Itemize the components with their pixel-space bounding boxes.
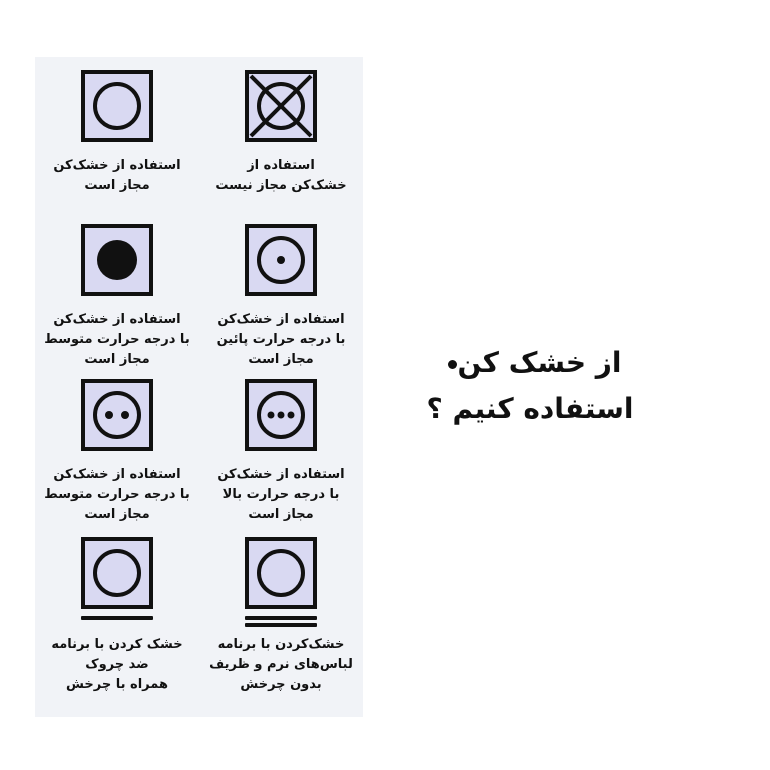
- symbol-caption: استفاده از خشک‌کن با درجه حرارت متوسط مجاز است: [44, 312, 190, 367]
- tumble-dry-medium-icon: [81, 379, 153, 451]
- tumble-dry-permanent-press-icon: [81, 537, 153, 609]
- tumble-dry-medium-filled-icon: [81, 224, 153, 296]
- do-not-tumble-dry-icon: [245, 70, 317, 142]
- laundry-symbols-panel: [35, 57, 363, 717]
- symbol-caption: خشک‌کردن با برنامه لباس‌های نرم و ظریف بدون چرخش: [209, 637, 353, 692]
- symbol-caption: استفاده از خشک‌کن با درجه حرارت متوسط مجاز است: [44, 467, 190, 522]
- tumble-dry-low-icon: [245, 224, 317, 296]
- tumble-dry-delicate-icon: [245, 537, 317, 609]
- symbol-caption: استفاده از خشک‌کن با درجه حرارت بالا مجاز است: [217, 467, 345, 522]
- tumble-dry-high-icon: [245, 379, 317, 451]
- question-text: [390, 340, 670, 432]
- symbol-caption: استفاده از خشک‌کن مجاز است: [53, 158, 181, 193]
- symbol-caption: استفاده از خشک‌کن با درجه حرارت پائین مجاز است: [216, 312, 346, 367]
- question-line-1: از خشک کن: [457, 346, 622, 379]
- tumble-dry-allowed-icon: [81, 70, 153, 142]
- symbol-caption: استفاده از خشک‌کن مجاز نیست: [215, 158, 347, 193]
- question-line-2: استفاده کنیم ؟: [426, 392, 634, 425]
- symbol-caption: خشک کردن با برنامه ضد چروک همراه با چرخش: [51, 637, 183, 692]
- delicate-bars: [245, 613, 317, 627]
- permanent-press-bar: [81, 613, 153, 620]
